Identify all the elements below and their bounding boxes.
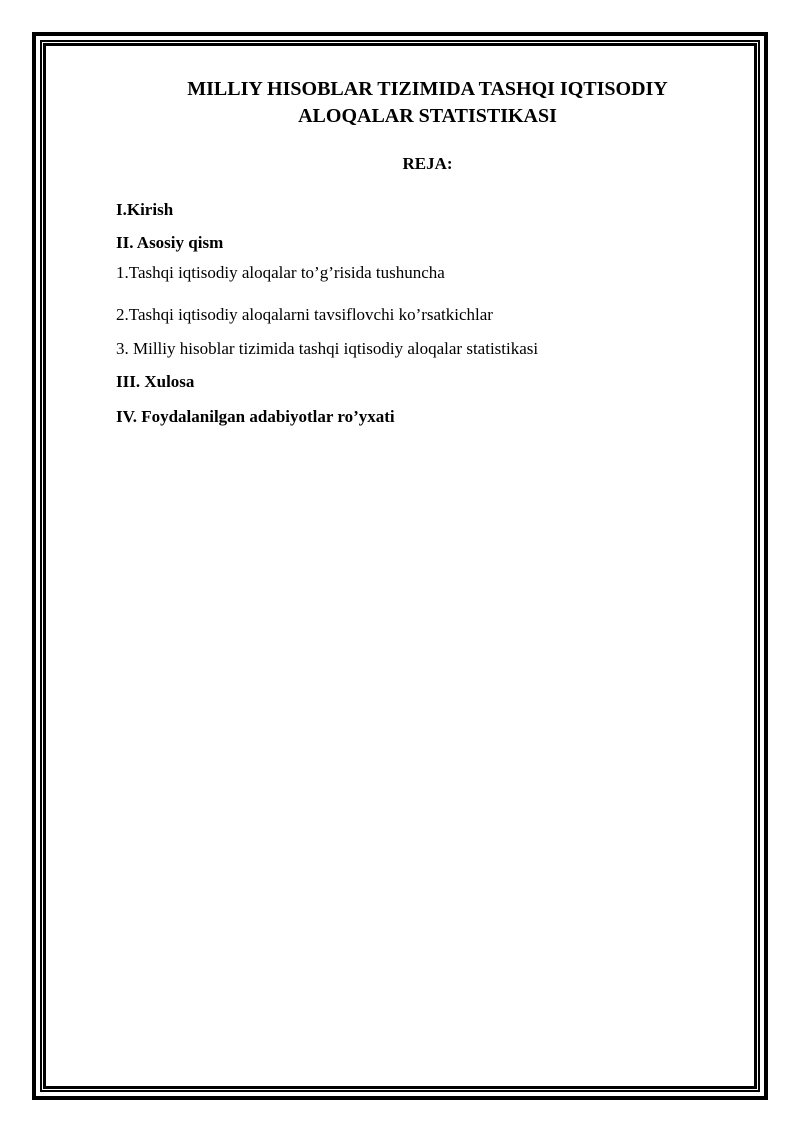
toc-item-section-2: 2.Tashqi iqtisodiy aloqalarni tavsiflovchi ko’rsatkichlar (116, 305, 493, 324)
plan-heading: REJA: (402, 154, 453, 173)
toc-item-main-part: II. Asosiy qism (116, 233, 224, 252)
toc-item-introduction: I.Kirish (116, 200, 174, 219)
toc-item-section-3: 3. Milliy hisoblar tizimida tashqi iqtisodiy aloqalar statistikasi (116, 339, 539, 358)
toc-item-section-1: 1.Tashqi iqtisodiy aloqalar to’g’risida tushuncha (116, 263, 445, 282)
toc-item-references: IV. Foydalanilgan adabiyotlar ro’yxati (116, 407, 395, 426)
document-title-line-1: MILLIY HISOBLAR TIZIMIDA TASHQI IQTISODIY (187, 78, 668, 100)
document-title (100, 76, 755, 130)
toc-item-conclusion: III. Xulosa (116, 372, 195, 391)
document-title-line-2: ALOQALAR STATISTIKASI (298, 105, 557, 127)
